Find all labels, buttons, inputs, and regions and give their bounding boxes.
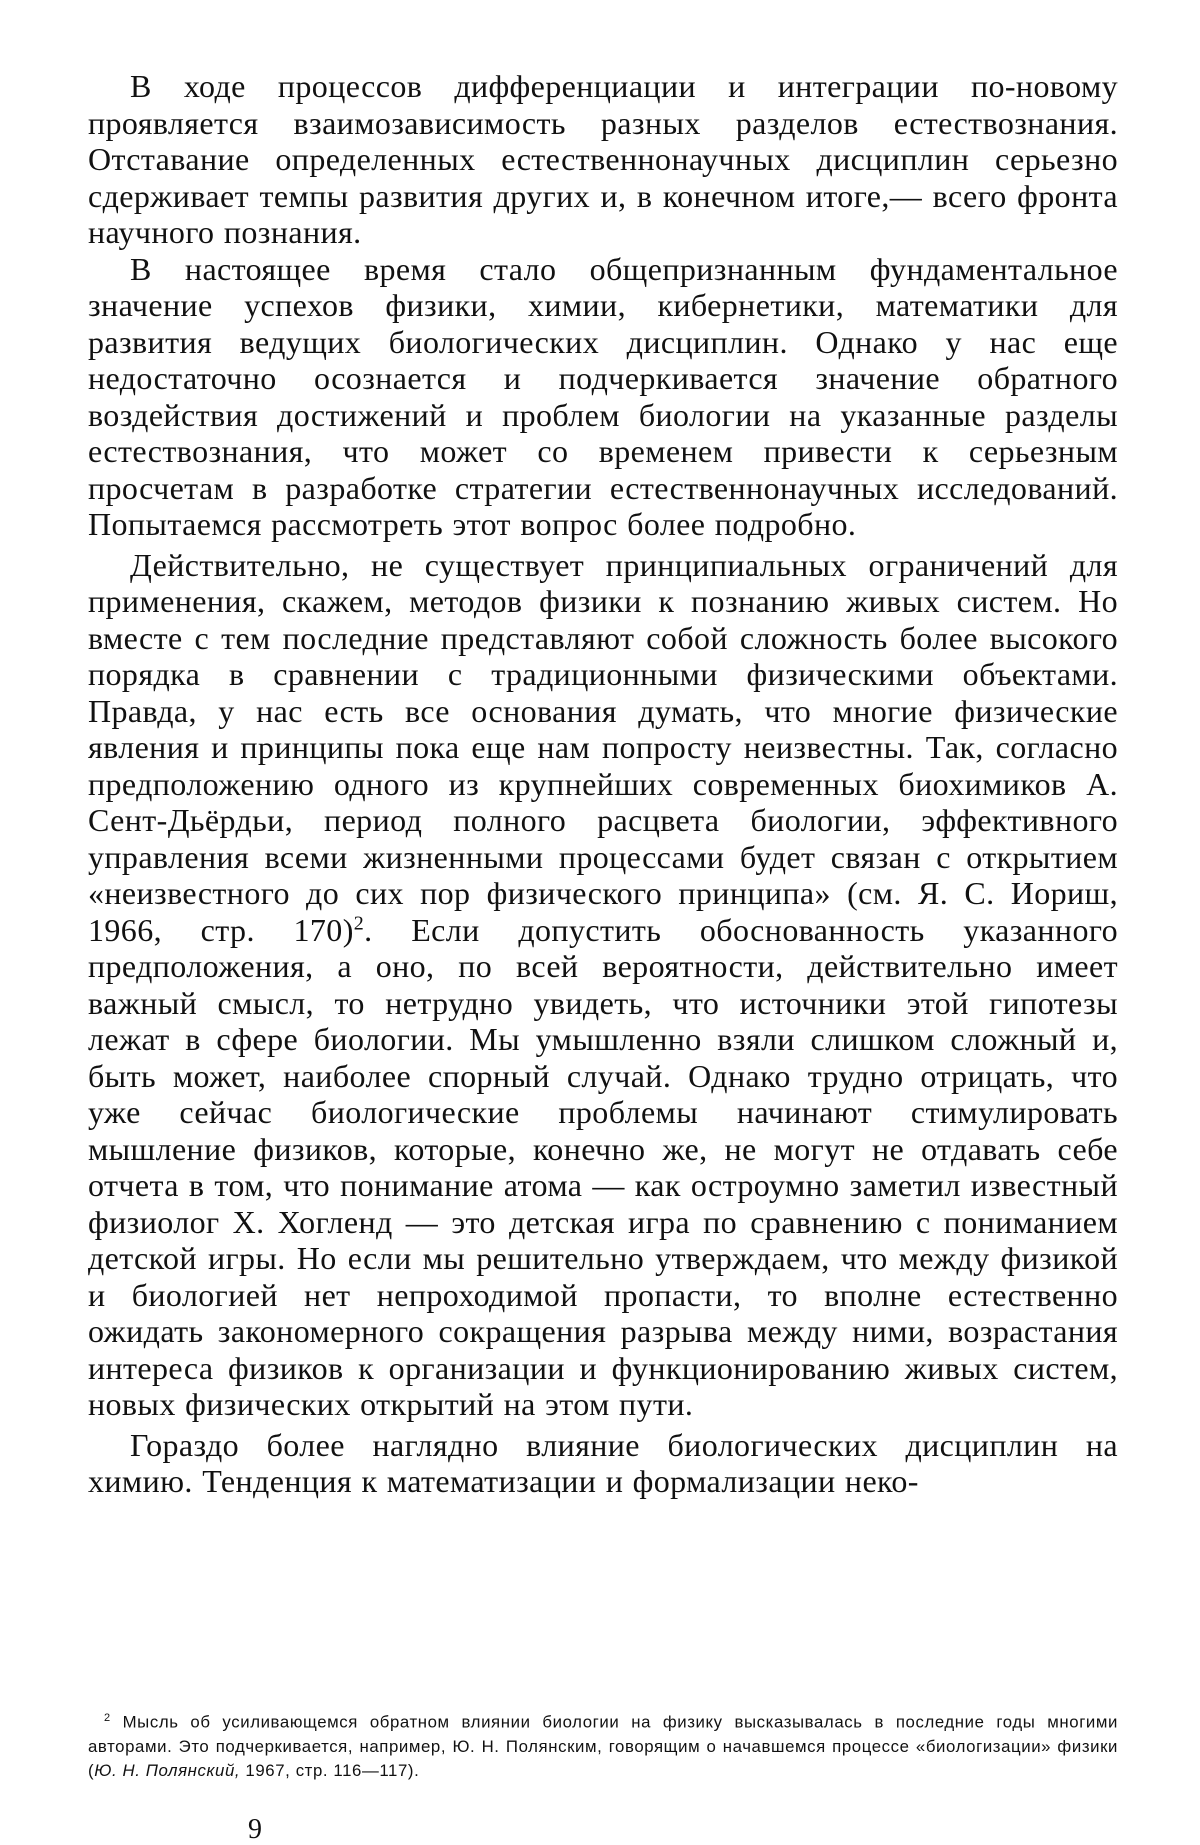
footnote-marker: 2 (104, 1712, 111, 1724)
body-text (88, 68, 1118, 1500)
paragraph-3-part-1: Действительно, не существует принципиальных ограничений для применения, скажем, методов физики к познанию живых систем. Но вместе с тем последние представляют собой сложность более высокого порядка в сравнении с традиционными физическими объектами. Правда, у нас есть все основания думать, что многие физические явления и принципы пока еще нам попросту неизвестны. Так, согласно предположению одного из крупнейших современных биохимиков А. Сент-Дьёрдьи, период полного расцвета биологии, эффективного управления всеми жизненными процессами будет связан с открытием «неизвестного до сих пор физического принципа» (см. Я. С. Иориш, 1966, стр. 170) (88, 546, 1118, 948)
page-number: 9 (248, 1814, 262, 1845)
paragraph-3 (88, 547, 1118, 1423)
paragraph-2: В настоящее время стало общепризнанным фундаментальное значение успехов физики, химии, кибернетики, математики для развития ведущих биологических дисциплин. Однако у нас еще недостаточно осознается и подчеркивается значение обратного воздействия достижений и проблем биологии на указанные разделы естествознания, что может со временем привести к серьезным просчетам в разработке стратегии естественнонаучных исследований. Попытаемся рассмотреть этот вопрос более подробно. (88, 250, 1118, 542)
footnote-citation: Ю. Н. Полянский, (94, 1760, 241, 1780)
footnote-text-end: 1967, стр. 116—117). (240, 1760, 420, 1780)
footnote-2 (88, 1706, 1118, 1783)
footnotes (88, 1706, 1118, 1783)
paragraph-1: В ходе процессов дифференциации и интеграции по-новому проявляется взаимозависимость разных разделов естествознания. Отставание определенных естественнонаучных дисциплин серьезно сдерживает темпы развития других и, в конечном итоге,— всего фронта научного познания. (88, 68, 1118, 250)
paragraph-3-part-2: . Если допустить обоснованность указанного предположения, а оно, по всей вероятности, действительно имеет важный смысл, то нетрудно увидеть, что источники этой гипотезы лежат в сфере биологии. Мы умышленно взяли слишком сложный и, быть может, наиболее спорный случай. Однако трудно отрицать, что уже сейчас биологические проблемы начинают стимулировать мышление физиков, которые, конечно же, не могут не отдавать себе отчета в том, что понимание атома — как остроумно заметил известный физиолог X. Хогленд — это детская игра по сравнению с пониманием детской игры. Но если мы решительно утверждаем, что между физикой и биологией нет непроходимой пропасти, то вполне естественно ожидать закономерного сокращения разрыва между ними, возрастания интереса физиков к организации и функционированию живых систем, новых физических открытий на этом пути. (88, 911, 1118, 1422)
footnote-text: Мысль об усиливающемся обратном влиянии биологии на физику высказывалась в последние годы многими авторами. Это подчеркивается, например, Ю. Н. Полянским, говорящим о начавшемся процессе «биологизации» физики ( (88, 1712, 1118, 1780)
paragraph-4: Гораздо более наглядно влияние биологических дисциплин на химию. Тенденция к математизации и формализации неко- (88, 1426, 1118, 1499)
footnote-reference[interactable]: 2 (353, 911, 365, 934)
